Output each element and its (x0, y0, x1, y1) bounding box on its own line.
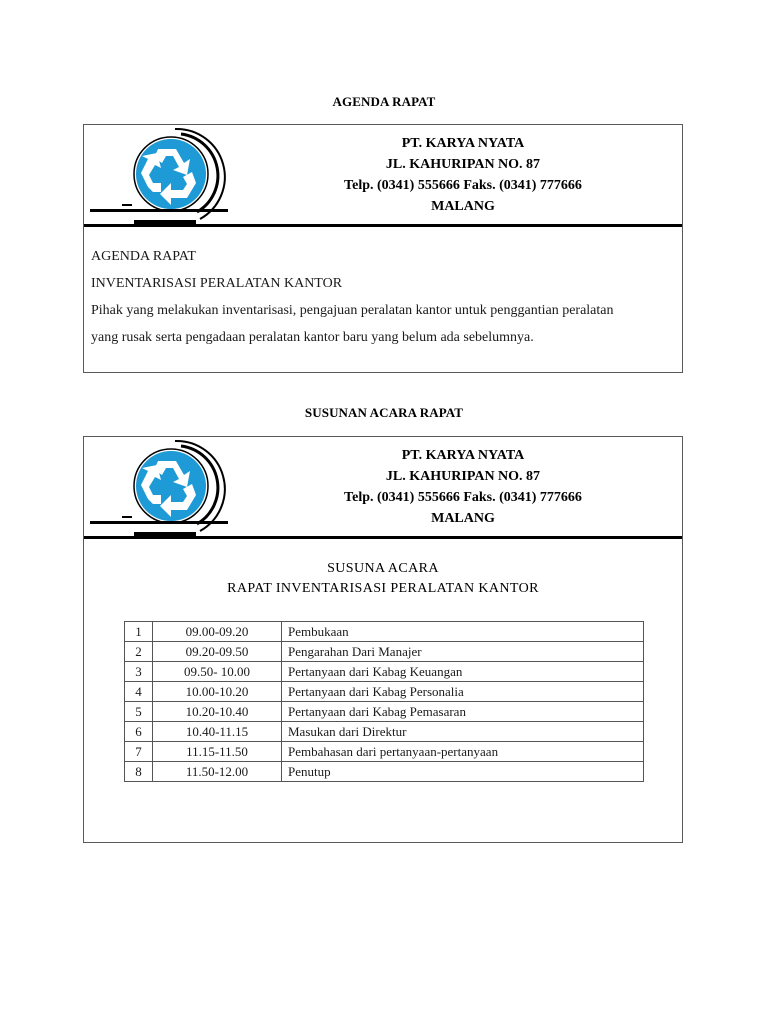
table-row (125, 702, 644, 722)
row-number: 3 (125, 662, 153, 682)
table-row (125, 742, 644, 762)
row-activity: Masukan dari Direktur (282, 722, 644, 742)
schedule-table (124, 621, 644, 782)
letterhead (84, 125, 682, 225)
row-time: 10.00-10.20 (153, 682, 282, 702)
table-row (125, 762, 644, 782)
letterhead-divider (84, 536, 682, 539)
row-activity: Pembukaan (282, 622, 644, 642)
table-row (125, 662, 644, 682)
row-time: 10.40-11.15 (153, 722, 282, 742)
row-activity: Pertanyaan dari Kabag Pemasaran (282, 702, 644, 722)
row-time: 11.15-11.50 (153, 742, 282, 762)
company-info (313, 133, 613, 217)
schedule-title-line-1: SUSUNA ACARA (327, 561, 439, 576)
agenda-paragraph-line-1: Pihak yang melakukan inventarisasi, pengajuan peralatan kantor untuk penggantian peralatan (91, 303, 614, 318)
table-row (125, 642, 644, 662)
row-time: 09.00-09.20 (153, 622, 282, 642)
company-address: JL. KAHURIPAN NO. 87 (385, 469, 541, 484)
row-activity: Pengarahan Dari Manajer (282, 642, 644, 662)
company-name: PT. KARYA NYATA (401, 448, 525, 463)
agenda-body (91, 243, 671, 351)
agenda-subtitle: INVENTARISASI PERALATAN KANTOR (91, 276, 343, 291)
row-activity: Pertanyaan dari Kabag Keuangan (282, 662, 644, 682)
row-time: 09.20-09.50 (153, 642, 282, 662)
row-number: 8 (125, 762, 153, 782)
row-time: 11.50-12.00 (153, 762, 282, 782)
table-row (125, 722, 644, 742)
company-info (313, 445, 613, 529)
recycle-logo-icon (90, 125, 235, 225)
company-contact: Telp. (0341) 555666 Faks. (0341) 777666 (344, 490, 582, 505)
schedule-title (84, 559, 682, 599)
row-number: 4 (125, 682, 153, 702)
letterhead (84, 437, 682, 537)
schedule-section-heading: SUSUNAN ACARA RAPAT (304, 405, 464, 420)
company-address: JL. KAHURIPAN NO. 87 (385, 157, 541, 172)
company-city: MALANG (431, 199, 495, 214)
company-name: PT. KARYA NYATA (401, 136, 525, 151)
row-number: 7 (125, 742, 153, 762)
agenda-title: AGENDA RAPAT (91, 249, 196, 264)
agenda-section-heading: AGENDA RAPAT (332, 94, 436, 109)
row-number: 2 (125, 642, 153, 662)
schedule-document-box (83, 436, 683, 843)
company-contact: Telp. (0341) 555666 Faks. (0341) 777666 (344, 178, 582, 193)
agenda-document-box (83, 124, 683, 373)
schedule-title-line-2: RAPAT INVENTARISASI PERALATAN KANTOR (227, 581, 539, 596)
table-row (125, 622, 644, 642)
row-activity: Penutup (282, 762, 644, 782)
row-number: 1 (125, 622, 153, 642)
row-number: 5 (125, 702, 153, 722)
row-activity: Pertanyaan dari Kabag Personalia (282, 682, 644, 702)
row-activity: Pembahasan dari pertanyaan-pertanyaan (282, 742, 644, 762)
row-time: 09.50- 10.00 (153, 662, 282, 682)
table-row (125, 682, 644, 702)
company-city: MALANG (431, 511, 495, 526)
agenda-paragraph-line-2: yang rusak serta pengadaan peralatan kantor baru yang belum ada sebelumnya. (91, 330, 534, 345)
row-number: 6 (125, 722, 153, 742)
row-time: 10.20-10.40 (153, 702, 282, 722)
recycle-logo-icon (90, 437, 235, 537)
letterhead-divider (84, 224, 682, 227)
